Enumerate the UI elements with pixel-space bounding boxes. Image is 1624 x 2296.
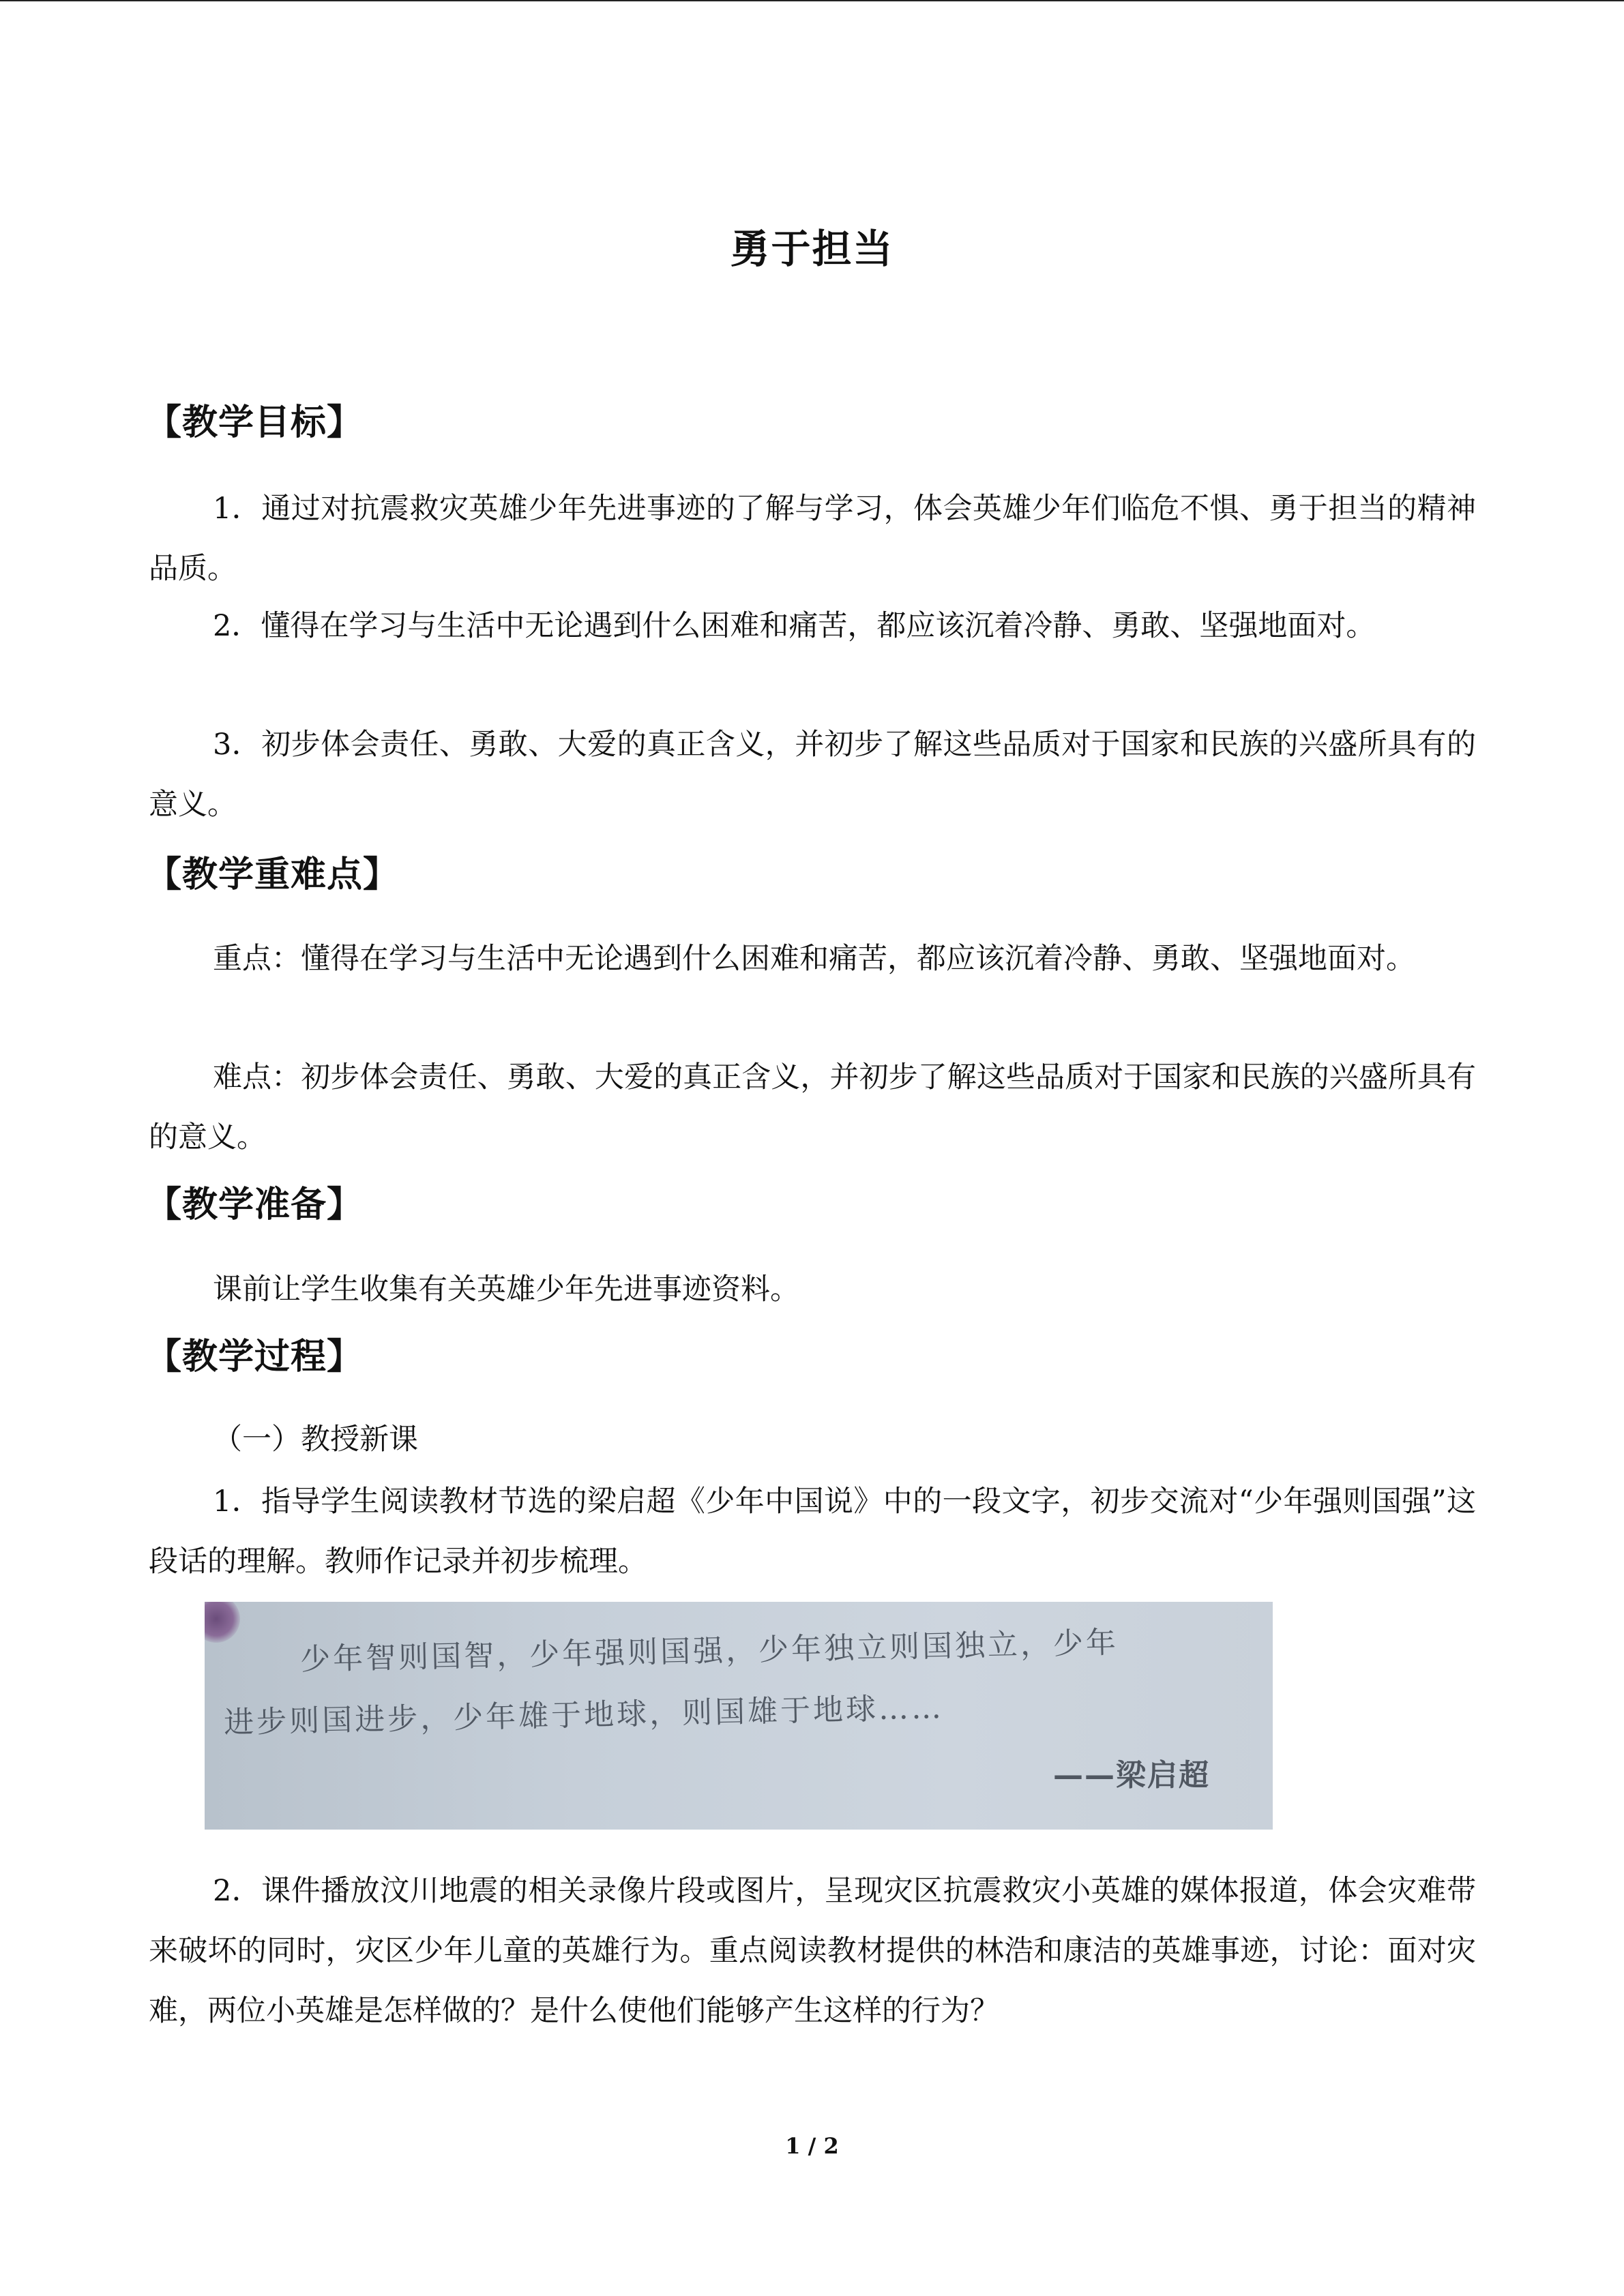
excerpt-line-1: 少年智则国智，少年强则国强，少年独立则国独立，少年: [299, 1625, 1119, 1678]
page-number: 1 / 2: [785, 2133, 839, 2159]
textbook-excerpt-photo: [205, 1602, 1273, 1830]
top-border: [0, 0, 1624, 1]
goal-item-1: 1．通过对抗震救灾英雄少年先进事迹的了解与学习，体会英雄少年们临危不惧、勇于担当的精神品质。: [149, 492, 1476, 586]
heading-teaching-goals: 【教学目标】: [146, 402, 364, 443]
excerpt-author: ——梁启超: [1053, 1758, 1210, 1793]
key-point-difficulty: 难点：初步体会责任、勇敢、大爱的真正含义，并初步了解这些品质对于国家和民族的兴盛所具有的意义。: [149, 1060, 1476, 1154]
heading-preparation: 【教学准备】: [146, 1184, 364, 1225]
preparation-item: 课前让学生收集有关英雄少年先进事迹资料。: [213, 1272, 799, 1307]
goal-item-2: 2．懂得在学习与生活中无论遇到什么困难和痛苦，都应该沉着冷静、勇敢、坚强地面对。: [213, 609, 1376, 643]
heading-process: 【教学过程】: [146, 1337, 364, 1377]
process-subheading: （一）教授新课: [213, 1422, 418, 1457]
goal-item-3: 3．初步体会责任、勇敢、大爱的真正含义，并初步了解这些品质对于国家和民族的兴盛所具有的意义。: [149, 728, 1476, 822]
excerpt-line-2: 进步则国进步，少年雄于地球，则国雄于地球……: [223, 1690, 945, 1741]
key-point-focus: 重点：懂得在学习与生活中无论遇到什么困难和痛苦，都应该沉着冷静、勇敢、坚强地面对。: [213, 942, 1415, 976]
document-title: 勇于担当: [730, 226, 894, 272]
process-item-2: 2．课件播放汶川地震的相关录像片段或图片，呈现灾区抗震救灾小英雄的媒体报道，体会灾难带来破坏的同时，灾区少年儿童的英雄行为。重点阅读教材提供的林浩和康洁的英雄事迹，讨论：面对灾难，两位小英雄是怎样做的？是什么使他们能够产生这样的行为？: [149, 1874, 1476, 2028]
process-item-1: 1．指导学生阅读教材节选的梁启超《少年中国说》中的一段文字，初步交流对“少年强则国强”这段话的理解。教师作记录并初步梳理。: [149, 1485, 1476, 1579]
photo-corner-stain: [205, 1602, 240, 1643]
heading-key-points: 【教学重难点】: [146, 854, 400, 895]
